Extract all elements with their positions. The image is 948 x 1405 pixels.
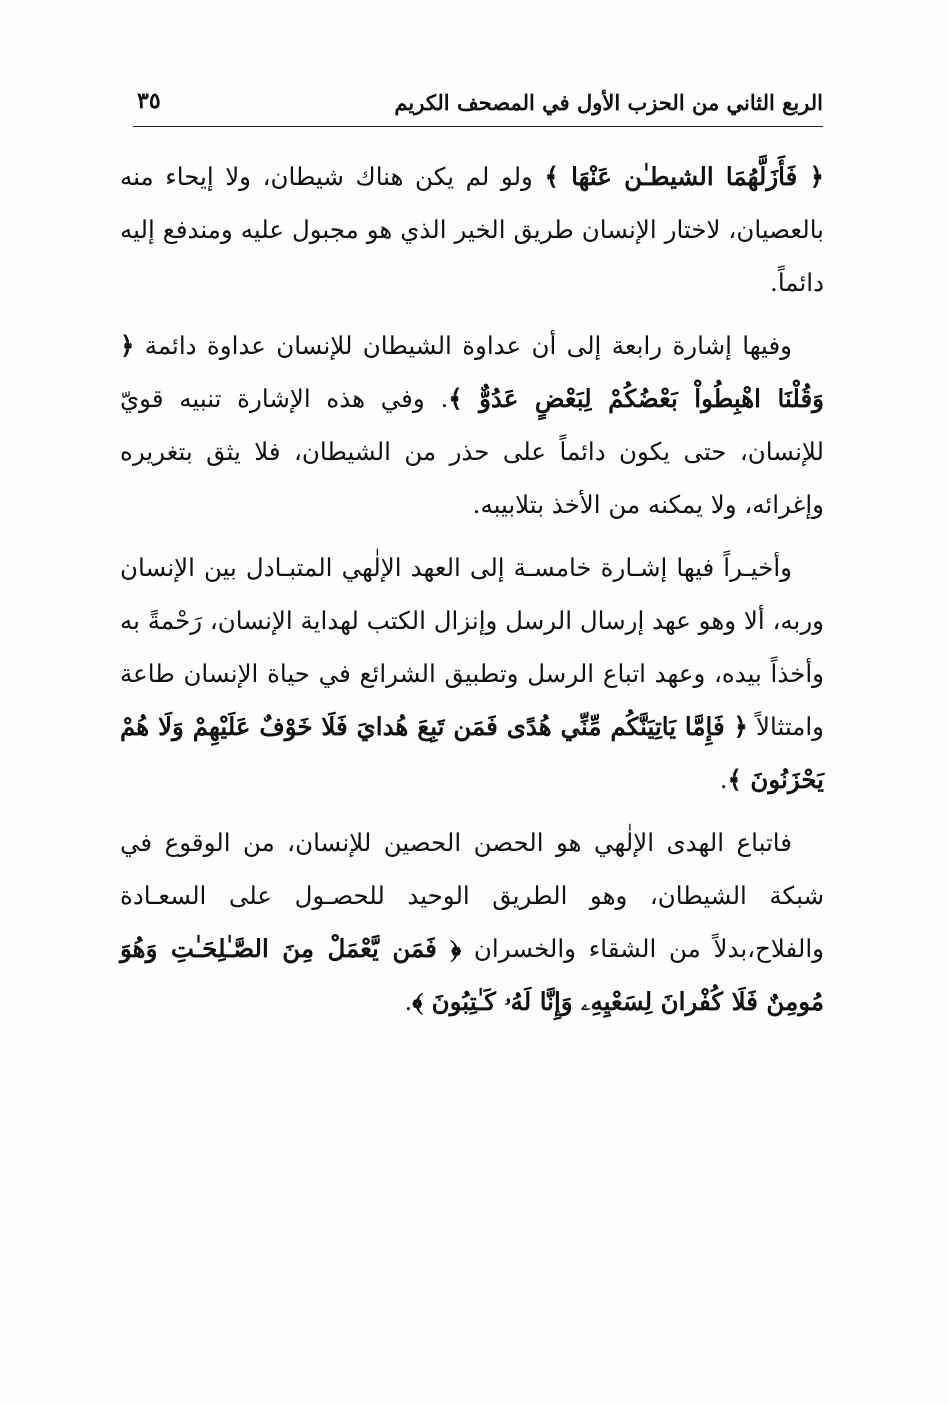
paragraph-text: . (404, 987, 413, 1016)
paragraph-text: فاتباع الهدى الإلٰهي هو الحصن الحصين للإنسان، من الوقوع في شبكة الشيطان، وهو الطريق الوحيد للحصـول على السعـادة والفلاح،بدلاً من الشقاء والخسران (120, 828, 825, 963)
paragraph-text: وأخيـراً فيها إشـارة خامسـة إلى العهد الإلٰهي المتبـادل بين الإنسان وربه، ألا وهو عهد إرسال الرسل وإنزال الكتب لهداية الإنسان، رَحْمةً به وأخذاً بيده، وعهد اتباع الرسل وتطبيق الشرائع في حياة الإنسان طاعة وامتثالاً (120, 553, 824, 741)
paragraph-text: وفيها إشارة رابعة إلى أن عداوة الشيطان للإنسان عداوة دائمة (134, 331, 792, 360)
header-rule (133, 126, 823, 127)
quran-verse: ﴿ وَقُلْنَا اهْبِطُواْ بَعْضُكُمْ لِبَعْضٍ عَدُوٌّ ﴾ (120, 331, 824, 413)
quran-verse: ﴿ فَأَزَلَّهُمَا الشيطـٰن عَنْهَا ﴾ (544, 162, 824, 191)
paragraph-text: . (719, 765, 728, 794)
body-text (120, 150, 824, 1038)
quran-verse: ﴿ فَمَن يَّعْمَلْ مِنَ الصَّـٰلِحَـٰتِ وَهُوَ مُومِنٌ فَلَا كُفْرانَ لِسَعْيِهِۦ وَإِنَّا لَهُۥ كَـٰتِبُونَ ﴾ (120, 934, 824, 1016)
paragraph-1 (120, 150, 824, 309)
paragraph-4 (120, 816, 824, 1028)
paragraph-text: . وفي هذه الإشارة تنبيه قويّ للإنسان، حتى يكون دائماً على حذر من الشيطان، فلا يثق بتغريره وإغرائه، ولا يمكنه من الأخذ بتلابيبه. (120, 384, 824, 519)
page-number: ٣٥ (137, 88, 161, 114)
page-header (133, 84, 823, 126)
paragraph-2 (120, 319, 824, 531)
quran-verse: ﴿ فَإِمَّا يَاتِيَنَّكُم مِّنِّي هُدًى فَمَن تَبِعَ هُدايَ فَلَا خَوْفٌ عَلَيْهِمْ وَلَا هُمْ يَحْزَنُونَ ﴾ (120, 712, 824, 794)
running-title: الربع الثاني من الحزب الأول في المصحف الكريم (394, 90, 823, 115)
paragraph-text: ولو لم يكن هناك شيطان، ولا إيحاء منه بالعصيان، لاختار الإنسان طريق الخير الذي هو مجبول عليه ومندفع إليه دائماً. (120, 162, 824, 297)
paragraph-3 (120, 541, 824, 806)
